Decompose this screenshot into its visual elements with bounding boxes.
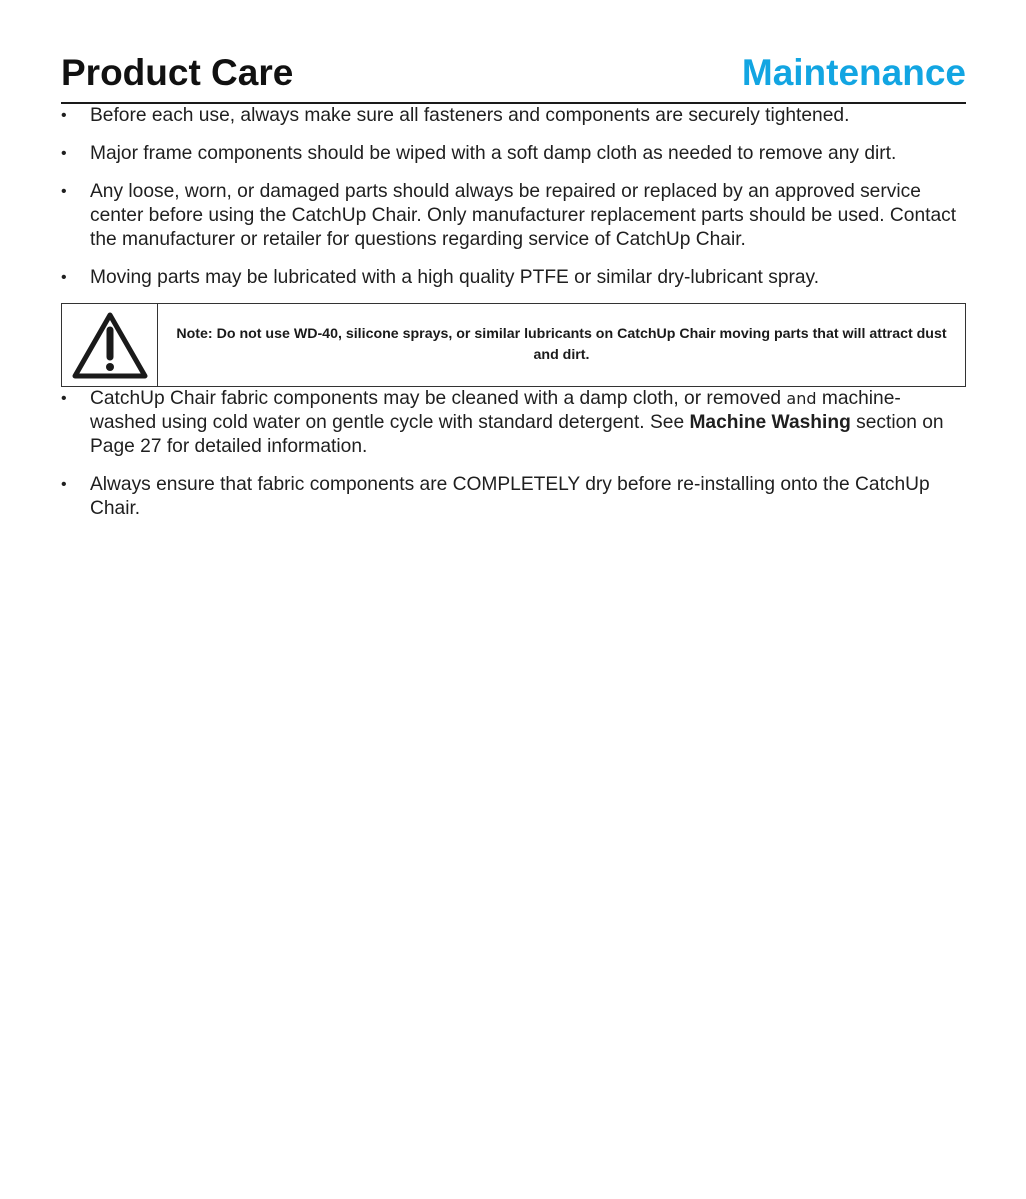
list-item-text: Moving parts may be lubricated with a high quality PTFE or similar dry-lubricant spray.: [90, 267, 820, 288]
list-item-text: Always ensure that fabric components are COMPLETELY dry before re-installing onto the CatchUp Chair.: [90, 474, 930, 519]
list-item-text: Before each use, always make sure all fasteners and components are securely tightened.: [90, 105, 850, 126]
list-item: [61, 142, 966, 166]
bullet-marker: •: [61, 107, 67, 124]
chapter-title: Maintenance: [741, 52, 966, 93]
page-header: [61, 0, 966, 104]
warning-triangle-icon: [72, 311, 148, 379]
section-reference: Machine Washing: [689, 412, 851, 433]
text-run: and: [786, 389, 817, 408]
list-item: [61, 387, 966, 459]
list-item-text: Any loose, worn, or damaged parts should always be repaired or replaced by an approved service center before using the CatchUp Chair. Only manufacturer replacement parts should be used. Contact the manufacturer or retailer for questions regarding service of CatchUp Chair.: [90, 181, 957, 250]
fabric-care-list: [61, 387, 966, 521]
text-run: machine-washed using cold water on gentle cycle with standard detergent. See: [90, 388, 901, 433]
document-page: [61, 0, 966, 521]
text-run: CatchUp Chair fabric components may be cleaned with a damp cloth, or removed: [90, 388, 787, 409]
list-item: [61, 266, 966, 290]
bullet-marker: •: [61, 183, 67, 200]
bullet-marker: •: [61, 476, 67, 493]
warning-note-text: Note: Do not use WD-40, silicone sprays, or similar lubricants on CatchUp Chair moving parts that will attract dust and dirt.: [176, 326, 947, 363]
bullet-marker: •: [61, 145, 67, 162]
section-title: Product Care: [61, 52, 294, 93]
warning-icon-cell: [62, 304, 158, 386]
maintenance-list: [61, 104, 966, 290]
list-item: [61, 180, 966, 252]
list-item-text: [90, 388, 944, 457]
text-run: section on Page 27 for detailed information.: [90, 412, 944, 457]
warning-note-box: [61, 303, 966, 387]
list-item: [61, 104, 966, 128]
list-item: [61, 473, 966, 521]
list-item-text: Major frame components should be wiped with a soft damp cloth as needed to remove any dirt.: [90, 143, 897, 164]
bullet-marker: •: [61, 269, 67, 286]
bullet-marker: •: [61, 390, 67, 407]
